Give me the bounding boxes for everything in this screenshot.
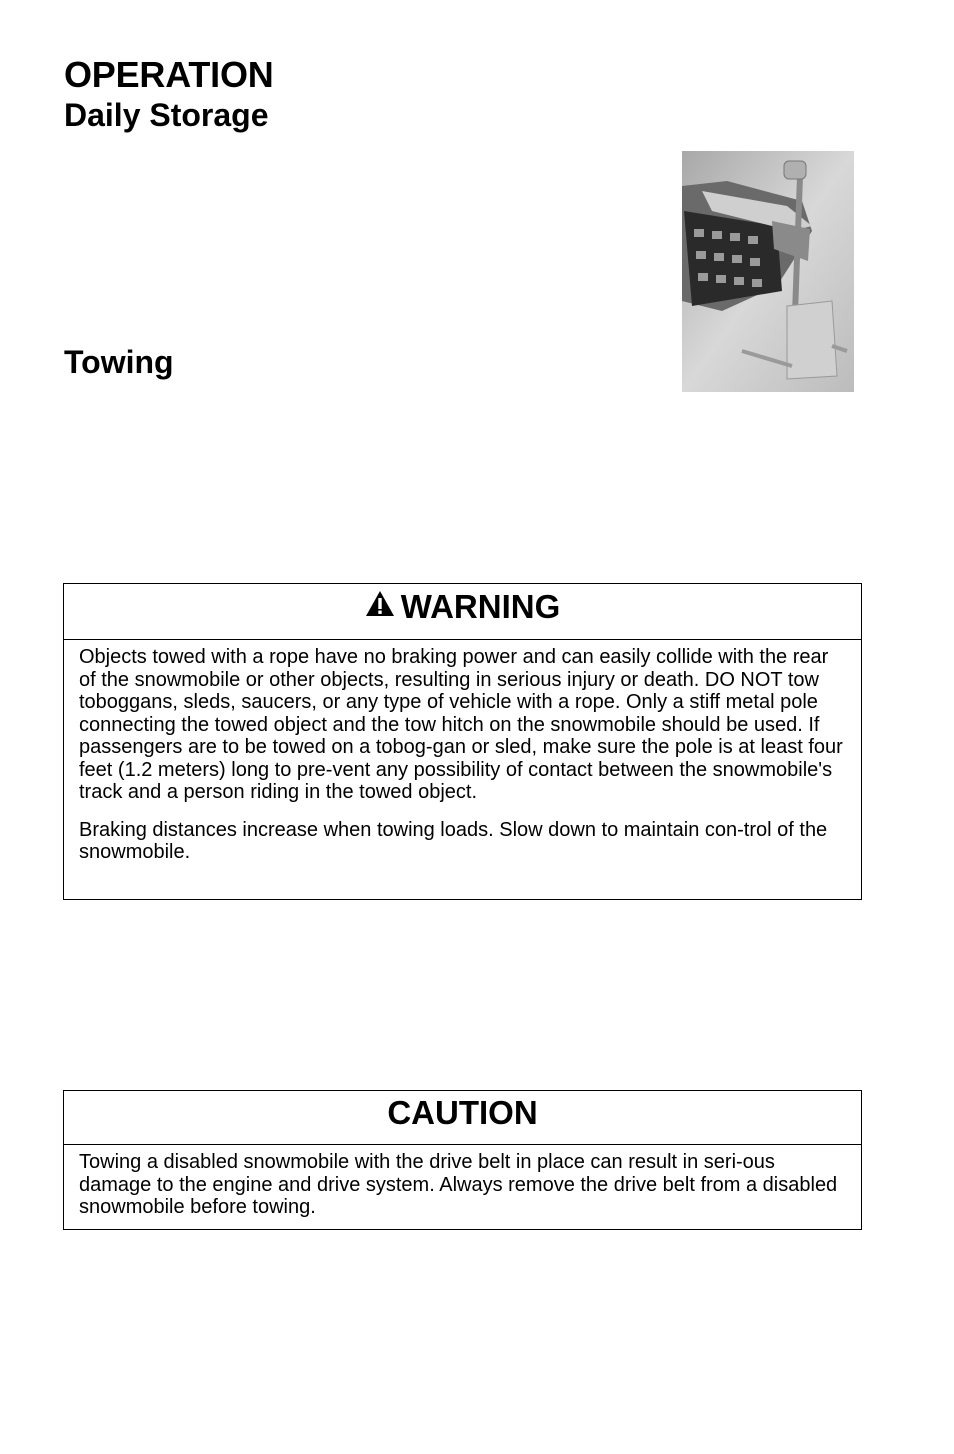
daily-storage-heading: Daily Storage (64, 97, 269, 133)
towing-heading: Towing (64, 344, 174, 380)
caution-box (63, 1090, 862, 1230)
warning-title: WARNING (400, 588, 561, 625)
caution-header: CAUTION (64, 1091, 861, 1145)
warning-box (63, 583, 862, 900)
snowmobile-on-rear-stand-photo (682, 151, 854, 392)
warning-paragraph-2: Braking distances increase when towing loads. Slow down to maintain con-trol of the snowmobile. (79, 818, 828, 863)
caution-paragraph: Towing a disabled snowmobile with the drive belt in place can result in seri-ous damage to the engine and drive system. Always remove the drive belt from a disabled snowmobile before towing. (79, 1151, 838, 1218)
warning-triangle-icon (365, 583, 395, 629)
warning-paragraph-1: Objects towed with a rope have no braking power and can easily collide with the rear of the snowmobile or other objects, resulting in serious injury or death. DO NOT tow toboggans, sleds, saucers, or any type of vehicle with a rope. Only a stiff metal pole connecting the towed object and the tow hitch on the snowmobile should be used. If passengers are to be towed on a tobog-gan or sled, make sure the pole is at least four feet (1.2 meters) long to pre-vent any possibility of contact between the snowmobile's track and a person riding in the towed object. (79, 646, 843, 803)
warning-header (64, 584, 861, 640)
section-title: OPERATION (64, 54, 274, 95)
